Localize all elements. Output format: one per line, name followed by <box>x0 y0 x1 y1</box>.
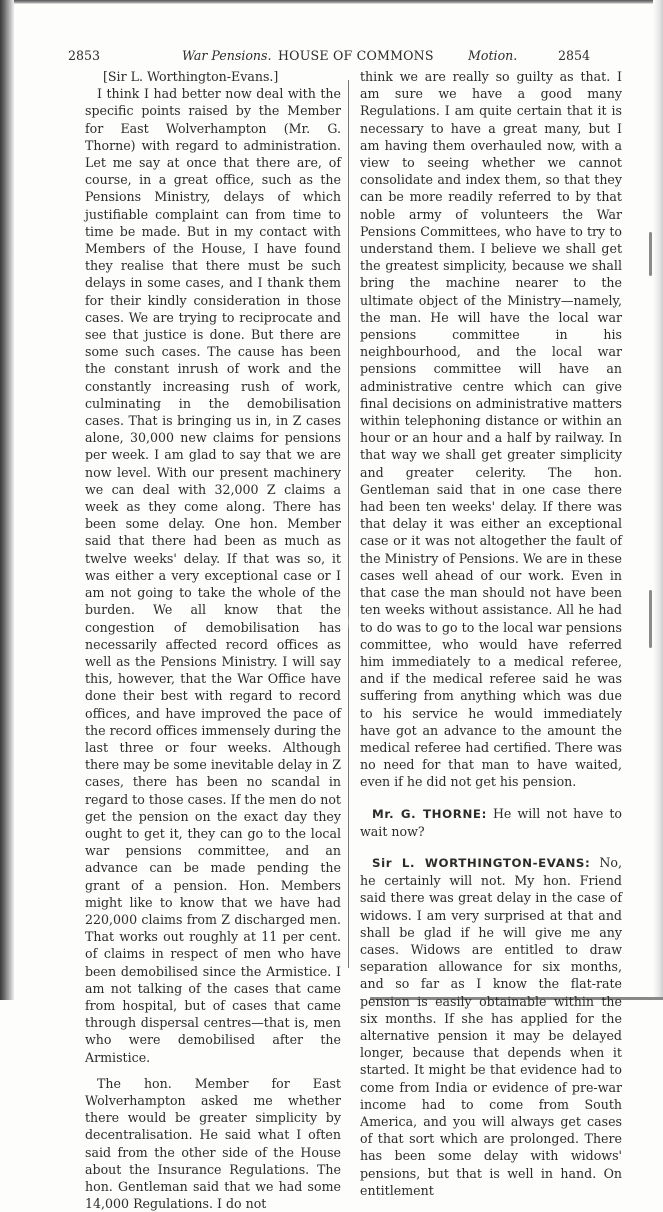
page-top-edge <box>0 0 663 4</box>
speaker-name: Mr. G. THORNE: <box>372 806 487 821</box>
running-head-motion: Motion. <box>468 48 518 63</box>
right-column <box>360 68 622 1199</box>
column-divider <box>348 80 349 968</box>
speaker-attribution: [Sir L. Worthington-Evans.] <box>103 69 279 84</box>
paragraph-continuation: think we are really so guilty as that. I am sure we have a good many Regulations. I am quite certain that it is necessary to have a great many, but I am having them overhauled now, with a view to seeing whether we cannot consolidate and index them, so that they can be more readily referred to by that noble army of volunteers the War Pensions Committees, who have to try to understand them. I believe we shall get the greatest simplicity, because we shall bring the machine nearer to the ultimate object of the Ministry—namely, the man. He will have the local war pensions committee in his neighbourhood, and the local war pensions committee will have an administrative centre which can give final decisions on administrative matters within telephoning distance or within an hour or an hour and a half by railway. In that way we shall get greater simplicity and greater celerity. The hon. Gentleman said that in one case there had been ten weeks' delay. If there was that delay it was either an exceptional case or it was not altogether the fault of the Ministry of Pensions. We are in these cases well ahead of our work. Even in that case the man should not have been ten weeks without assistance. All he had to do was to go to the local war pensions committee, who would have referred him immediately to a medical referee, and if the medical referee said he was suffering from anything which was due to his service he would immediately have got an advance to the amount the medical referee had certified. There was no need for that man to have waited, even if he did not get his pension. <box>360 69 622 790</box>
running-head-topic: War Pensions. <box>182 48 272 63</box>
paragraph: I think I had better now deal with the specific points raised by the Member for East Wolverhampton (Mr. G. Thorne) with regard to administration. Let me say at once that there are, of course, in a great office, such as the Pensions Ministry, delays of which justifiable complaint can from time to time be made. But in my contact with Members of the House, I have found they realise that there must be such delays in some cases, and I thank them for their kindly consideration in those cases. We are trying to reciprocate and see that justice is done. But there are some such cases. The cause has been the constant inrush of work and the constantly increasing rush of work, culminating in the demobilisation cases. That is bringing us in, in Z cases alone, 30,000 new claims for pensions per week. I am glad to say that we are now level. With our present machinery we can deal with 32,000 Z claims a week as they come along. There has been some delay. One hon. Member said that there had been as much as twelve weeks' delay. If that was so, it was either a very exceptional case or I am not going to take the whole of the burden. We all know that the congestion of demobilisation has necessarily affected record offices as well as the Pensions Ministry. I will say this, however, that the War Office have done their best with regard to record offices, and have improved the pace of the record offices immensely during the last three or four weeks. Although there may be some inevitable delay in Z cases, there has been no scandal in regard to those cases. If the men do not get the pension on the exact day they ought to get it, they can go to the local war pensions committee, and an advance can be made pending the grant of a pension. Hon. Members might like to know that we have had 220,000 claims from Z discharged men. That works out roughly at 11 per cent. of claims in respect of men who have been demobilised since the Armistice. I am not talking of the cases that came from hospital, but of cases that came through dispersal centres—that is, men who were demobilised after the Armistice. <box>85 86 341 1065</box>
margin-mark <box>649 232 652 276</box>
running-head-house: HOUSE OF COMMONS <box>278 48 434 63</box>
speech-text: He will not have to wait now? <box>360 805 622 839</box>
paragraph: The hon. Member for East Wolverhampton asked me whether there would be greater simplicity by decentralisation. He said what I often said from the other side of the House about the Insurance Regulations. The hon. Gentleman said that we had some 14,000 Regulations. I do not <box>85 1075 341 1212</box>
running-head <box>68 48 590 64</box>
speaker-name: Sir L. WORTHINGTON-EVANS: <box>372 855 591 870</box>
left-page-number: 2853 <box>68 48 101 63</box>
right-page-number: 2854 <box>557 48 590 63</box>
page-right-edge <box>653 0 663 1000</box>
speech <box>360 805 622 840</box>
speech <box>360 854 622 1199</box>
left-column <box>85 68 341 1212</box>
book-binding-shadow <box>0 0 14 1000</box>
margin-mark <box>649 590 652 648</box>
speech-text: No, he certainly will not. My hon. Friend said there was great delay in the case of widows. I am very surprised at that and shall be glad if he will give me any cases. Widows are entitled to draw separation allowance for six months, and so far as I know the flat-rate pension is easily obtainable within the six months. If she has applied for the alternative pension it may be delayed longer, because that depends when it started. It might be that evidence had to come from India or evidence of pre-war income had to come from South America, and you will always get cases of that sort which are prolonged. There has been some delay with widows' pensions, but that is well in hand. On entitlement <box>360 854 622 1198</box>
